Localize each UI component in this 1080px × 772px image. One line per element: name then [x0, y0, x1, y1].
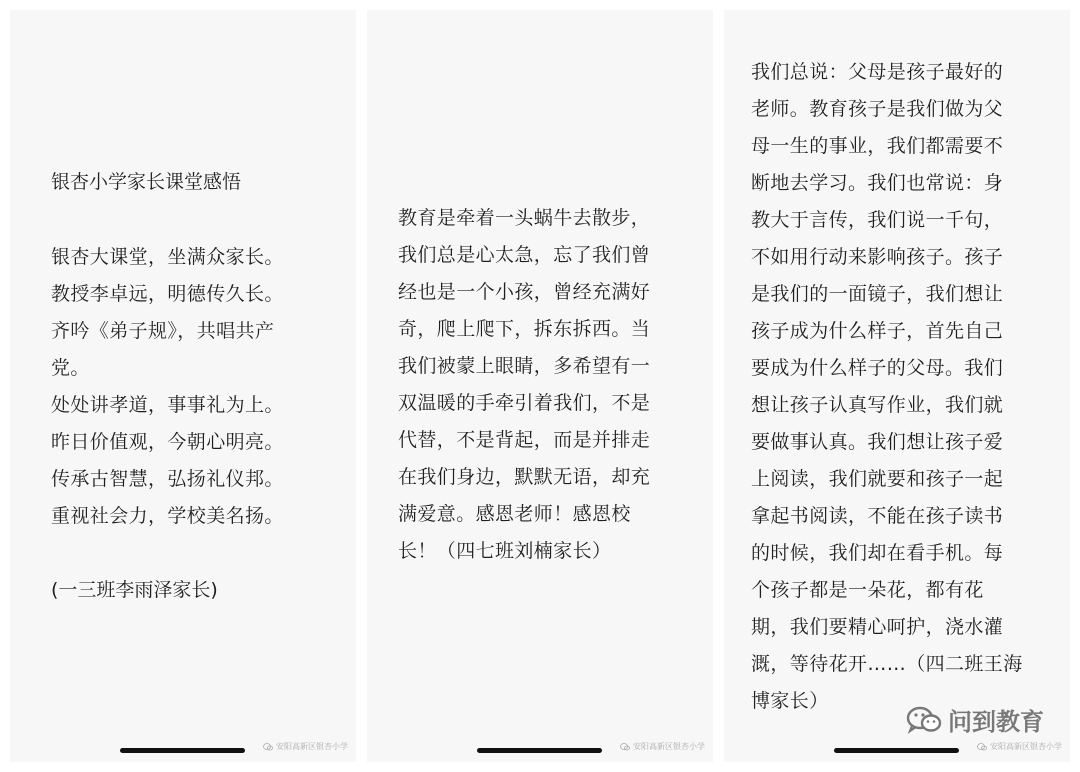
- screenshot-panel-1: [10, 10, 356, 762]
- screenshot-panel-3: [724, 10, 1070, 762]
- home-indicator[interactable]: [834, 748, 959, 753]
- brand-label: 问到教育: [948, 708, 1044, 736]
- watermark: [263, 741, 348, 752]
- watermark-text: 安阳高新区银杏小学: [276, 742, 348, 751]
- poem-text: 银杏大课堂，坐满众家长。 教授李卓远，明德传久长。 齐吟《弟子规》，共唱共产 党。 处处讲孝道，事事礼为上。 昨日价值观，今朝心明亮。 传承古智慧，弘扬礼仪邦。 重视社会力，学校美名扬。: [51, 246, 284, 527]
- home-indicator[interactable]: [120, 748, 245, 753]
- wechat-small-icon: [977, 743, 987, 751]
- brand-watermark: [906, 702, 1044, 737]
- post-title: 银杏小学家长课堂感悟: [51, 171, 242, 193]
- reflection-text: 教育是牵着一头蜗牛去散步， 我们总是心太急，忘了我们曾 经也是一个小孩，曾经充满好 奇，爬上爬下，拆东拆西。当 我们被蒙上眼睛，多希望有一 双温暖的手牵引着我们，不是 代替，不是背起，而是并排走 在我们身边，默默无语，却充 满爱意。感恩老师！感恩校 长！（四七班刘楠家长）: [398, 207, 651, 562]
- wechat-small-icon: [263, 743, 273, 751]
- reflection-text: 我们总说：父母是孩子最好的 老师。教育孩子是我们做为父 母一生的事业，我们都需要不 断地去学习。我们也常说：身 教大于言传，我们说一千句， 不如用行动来影响孩子。孩子 是我们的一面镜子，我们想让 孩子成为什么样子，首先自己 要成为什么样子的父母。我们 想让孩子认真写作业，我们就 要做事认真。我们想让孩子爱 上阅读，我们就要和孩子一起 拿起书阅读，不能在孩子读书 的时候，我们却在看手机。每 个孩子都是一朵花，都有花 期，我们要精心呵护，浇水灌 溉，等待花开……（四二班王海 博家长）: [751, 61, 1023, 712]
- watermark: [977, 741, 1062, 752]
- wechat-small-icon: [620, 743, 630, 751]
- watermark-text: 安阳高新区银杏小学: [990, 742, 1062, 751]
- watermark-text: 安阳高新区银杏小学: [633, 742, 705, 751]
- wechat-icon: [906, 706, 942, 734]
- signature: (一三班李雨泽家长): [51, 579, 218, 601]
- home-indicator[interactable]: [477, 748, 602, 753]
- screenshot-panel-2: [367, 10, 713, 762]
- watermark: [620, 741, 705, 752]
